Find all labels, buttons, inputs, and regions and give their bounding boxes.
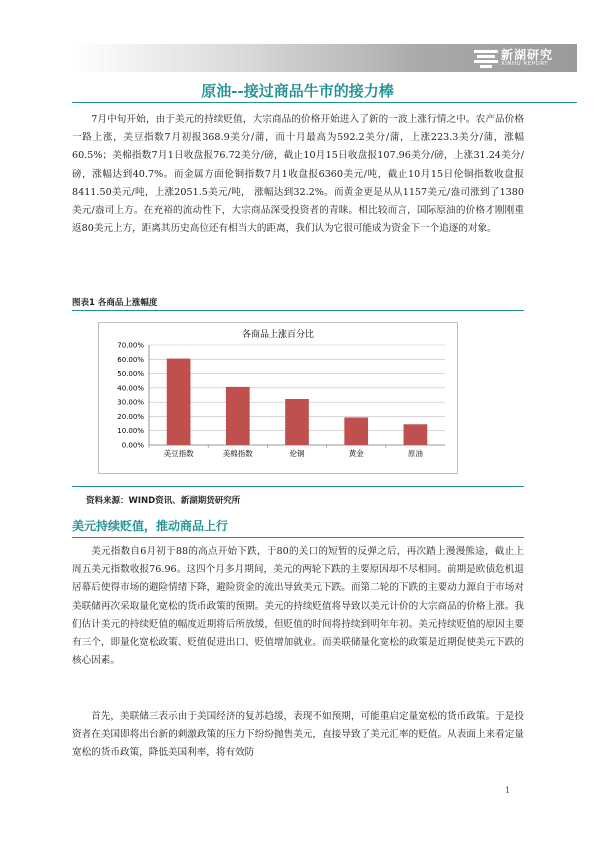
y-tick-label: 70.00% [117, 341, 144, 350]
intro-paragraph: 7月中旬开始，由于美元的持续贬值，大宗商品的价格开始进入了新的一波上涨行情之中。农产品价格一路上涨，美豆指数7月初报368.9美分/蒲，而十月最高为592.2美分/蒲，上涨223.3美分/蒲，涨幅60.5%；美棉指数7月1日收盘报76.72美分/磅，截止10月15日收盘报107.96美分/磅，上涨31.24美分/磅，涨幅达到40.7%。而金属方面伦铜指数7月1收盘报6360美元/吨，截止10月15日伦铜指数收盘报8411.50美元/吨，上涨2051.5美元/吨， 涨幅达到32.2%。而黄金更是从从1157美元/盎司涨到了1380美元/盎司上方。在充裕的流动性下，大宗商品深受投资者的青睐。相比较而言，国际原油的价格才刚刚重返80美元上方，距离其历史高位还有相当大的距离，我们认为它很可能成为资金下一个追逐的对象。 [72, 114, 524, 235]
logo-text-cn: 新湖研究 [501, 48, 554, 62]
section-paragraph-2: 首先，美联储三表示由于美国经济的复苏趋缓，表现不如预期，可能重启定量宽松的货币政策。于是投资者在美国即将出台新的刺激政策的压力下纷纷抛售美元，直接导致了美元汇率的贬值。从表面上来看定量宽松的货币政策，降低美国利率，将有效防 [72, 711, 524, 759]
x-tick-label: 黄金 [348, 449, 364, 458]
y-tick-label: 20.00% [117, 412, 144, 421]
figure-top-rule [72, 310, 524, 311]
figure-source: 资料来源：WIND资讯、新湖期货研究所 [86, 496, 241, 506]
y-tick-label: 10.00% [117, 427, 144, 436]
bar-chart [98, 322, 458, 474]
logo-mark-icon [474, 48, 498, 68]
bar [226, 387, 250, 445]
chart-canvas [99, 323, 457, 473]
x-tick-label: 美豆指数 [163, 449, 194, 458]
x-tick-label: 原油 [407, 449, 423, 458]
section-heading: 美元持续贬值，推动商品上行 [72, 519, 229, 533]
y-tick-label: 40.00% [117, 384, 144, 393]
x-tick-label: 美棉指数 [222, 449, 253, 458]
brand-logo [474, 46, 574, 70]
figure-label: 图表1 各商品上涨幅度 [72, 298, 158, 308]
y-tick-label: 30.00% [117, 398, 144, 407]
y-tick-label: 0.00% [121, 441, 144, 450]
logo-text-en: XINHU REPORT [501, 61, 549, 67]
document-title: 原油--接过商品牛市的接力棒 [201, 82, 394, 100]
page-number: 1 [505, 786, 511, 795]
section-divider [72, 537, 524, 538]
bar [167, 359, 191, 445]
y-tick-label: 60.00% [117, 355, 144, 364]
figure-bottom-rule [72, 486, 524, 487]
bar [344, 417, 368, 445]
bar [285, 399, 309, 445]
y-tick-label: 50.00% [117, 370, 144, 379]
x-tick-label: 伦铜 [289, 449, 305, 458]
section-paragraph-1: 美元指数自6月初于88的高点开始下跌，于80的关口的短暂的反弹之后，再次踏上漫漫熊途，截止上周五美元指数收报76.96。这四个月多月期间，美元的两轮下跌的主要原因却不尽相同。前期是欧债危机退居幕后使得市场的避险情绪下降，避险资金的流出导致美元下跌。而第二轮的下跌的主要动力源自于市场对美联储再次采取量化宽松的货币政策的预期。美元的持续贬值将导致以美元计价的大宗商品的价格上涨。我们估计美元的持续贬值的幅度近期将后所放缓，但贬值的时间将持续到明年年初。美元持续贬值的原因主要有三个，即量化宽松政策、贬值促进出口、贬值增加就业。而美联储量化宽松的政策是近期促使美元下跌的核心因素。 [72, 546, 524, 667]
chart-title: 各商品上涨百分比 [241, 330, 315, 340]
title-divider [72, 102, 577, 103]
bar [404, 424, 428, 445]
